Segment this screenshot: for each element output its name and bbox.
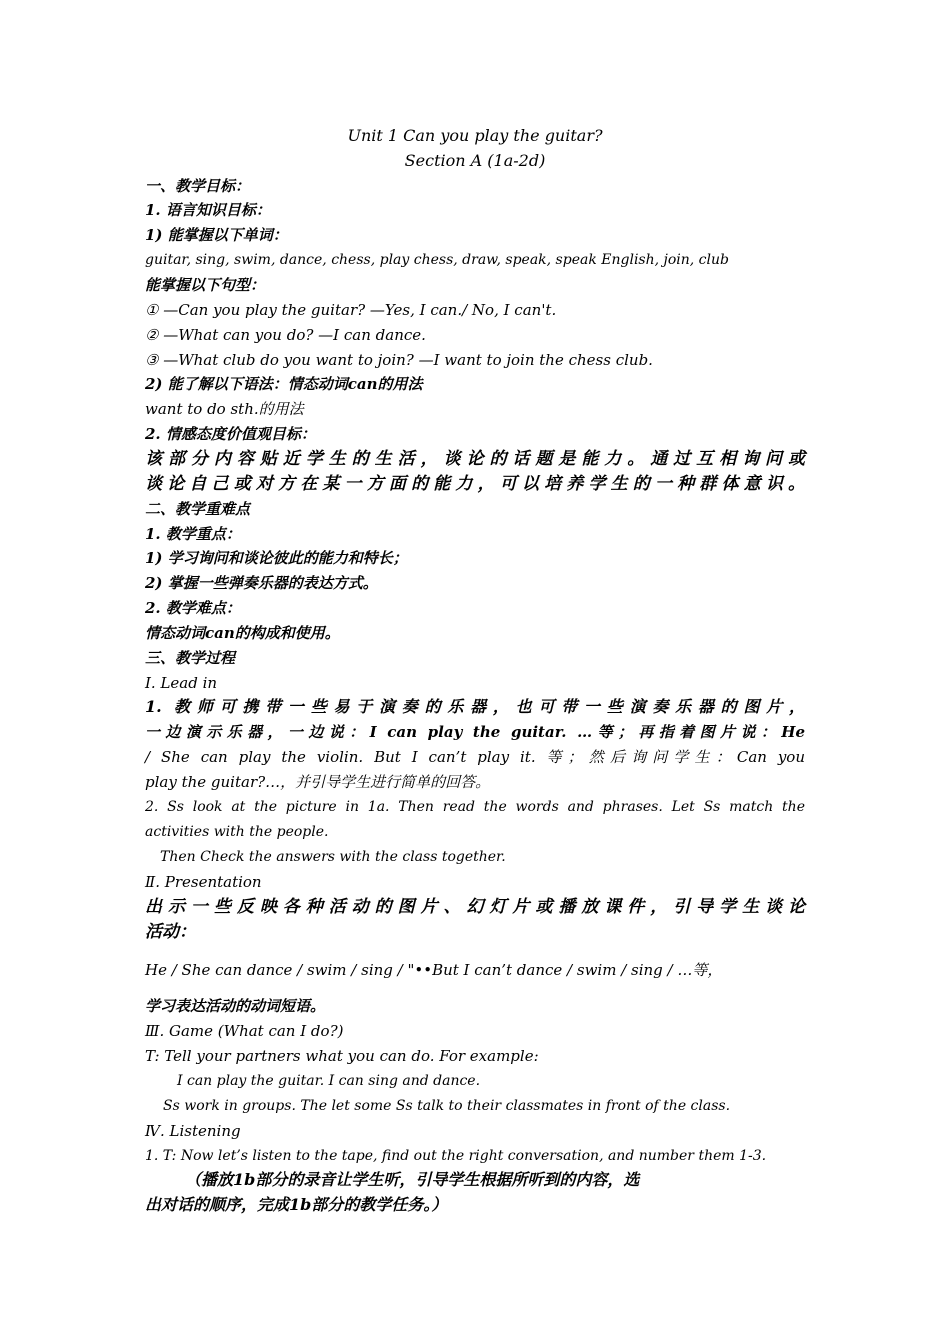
lead-in-line-6: activities with the people.: [145, 824, 329, 840]
key-point-2: 2) 掌握一些弹奏乐器的表达方式。: [145, 574, 378, 592]
lead-in-line-3: / She can play the violin. But I can’t play it. 等；然后询问学生：Can you: [145, 748, 805, 766]
presentation-line-3: He / She can dance / swim / sing / "••But I can’t dance / swim / sing / …等，: [145, 961, 723, 979]
item-vocabulary-heading: 1) 能掌握以下单词：: [145, 226, 288, 244]
grammar-item-cont: want to do sth.的用法: [145, 400, 304, 418]
pattern-item-2: ② —What can you do? —I can dance.: [145, 326, 426, 344]
subheading-difficulties: 2. 教学难点：: [145, 599, 241, 617]
subheading-values-goals: 2. 情感态度价值观目标：: [145, 425, 316, 443]
lead-in-line-7: Then Check the answers with the class together.: [160, 849, 506, 865]
subheading-key-points: 1. 教学重点：: [145, 525, 241, 543]
doc-title: Unit 1 Can you play the guitar?: [347, 126, 603, 145]
step-listening-heading: Ⅳ. Listening: [145, 1122, 241, 1140]
lead-in-line-4: play the guitar?…，并引导学生进行简单的回答。: [145, 773, 491, 791]
lead-in-line-5: 2. Ss look at the picture in 1a. Then read the words and phrases. Let Ss match the: [145, 799, 805, 815]
section-heading-objectives: 一、教学目标：: [145, 177, 251, 195]
values-paragraph-line-1: 该部分内容贴近学生的生活，谈论的话题是能力。通过互相询问或: [145, 449, 805, 469]
grammar-item: 2) 能了解以下语法：情态动词can的用法: [145, 375, 423, 393]
step-presentation-heading: Ⅱ. Presentation: [145, 873, 262, 891]
values-paragraph-line-2: 谈论自己或对方在某一方面的能力，可以培养学生的一种群体意识。: [145, 474, 805, 494]
step-lead-in-heading: Ⅰ. Lead in: [145, 674, 218, 692]
lead-in-line-2: 一边演示乐器，一边说：I can play the guitar. …等；再指着图片说：He: [145, 723, 805, 741]
key-point-1: 1) 学习询问和谈论彼此的能力和特长；: [145, 549, 408, 567]
game-line-1: T: Tell your partners what you can do. For example:: [145, 1047, 539, 1065]
section-heading-process: 三、教学过程: [145, 649, 236, 667]
presentation-line-1: 出示一些反映各种活动的图片、幻灯片或播放课件，引导学生谈论: [145, 897, 805, 917]
vocabulary-list: guitar, sing, swim, dance, chess, play chess, draw, speak, speak English, join, club: [145, 252, 729, 268]
pattern-item-3: ③ —What club do you want to join? —I want to join the chess club.: [145, 351, 653, 369]
listening-line-2: （播放1b部分的录音让学生听，引导学生根据所听到的内容，选: [185, 1170, 640, 1189]
presentation-line-4: 学习表达活动的动词短语。: [145, 997, 326, 1015]
section-heading-key-points: 二、教学重难点: [145, 500, 251, 518]
doc-subtitle: Section A (1a-2d): [404, 151, 546, 170]
step-game-heading: Ⅲ. Game (What can I do?): [145, 1022, 344, 1040]
presentation-line-2: 活动：: [145, 922, 196, 942]
game-line-2: I can play the guitar. I can sing and dance.: [177, 1073, 481, 1089]
difficulty-item: 情态动词can的构成和使用。: [145, 624, 340, 642]
listening-line-1: 1. T: Now let’s listen to the tape, find out the right conversation, and number them 1-3.: [145, 1148, 767, 1164]
listening-line-3: 出对话的顺序，完成1b部分的教学任务。）: [145, 1195, 448, 1214]
subheading-language-goals: 1. 语言知识目标：: [145, 201, 271, 219]
pattern-item-1: ① —Can you play the guitar? —Yes, I can./ No, I can't.: [145, 301, 557, 319]
sentence-patterns-heading: 能掌握以下句型：: [145, 276, 266, 294]
game-line-3: Ss work in groups. The let some Ss talk to their classmates in front of the class.: [163, 1098, 731, 1114]
lead-in-line-1: 1. 教师可携带一些易于演奏的乐器，也可带一些演奏乐器的图片，: [145, 697, 805, 716]
